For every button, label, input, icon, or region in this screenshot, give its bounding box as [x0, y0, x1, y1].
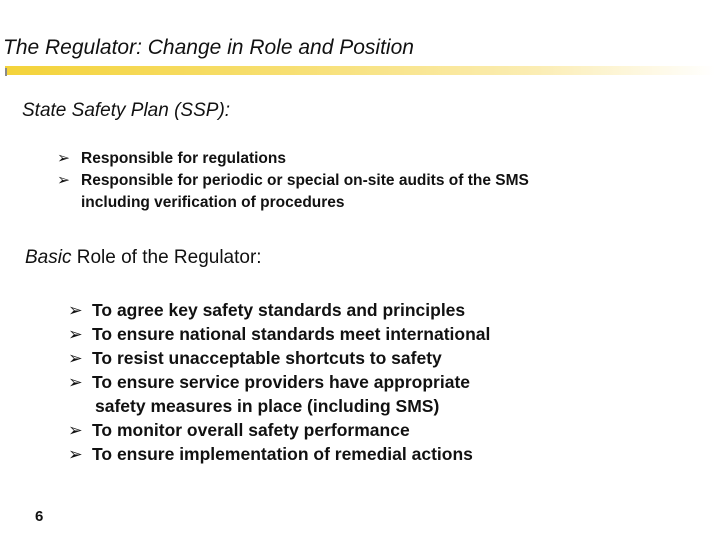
- bullet-text: To monitor overall safety performance: [92, 420, 410, 440]
- list-item: [68, 418, 490, 442]
- bullet-text: To ensure implementation of remedial actions: [92, 444, 473, 464]
- list-item: [68, 298, 490, 322]
- list-item: [57, 170, 529, 214]
- title-tick-mark: [5, 68, 7, 76]
- arrow-bullet-icon: ➢: [68, 420, 83, 440]
- basic-role-heading: [25, 247, 262, 269]
- arrow-bullet-icon: ➢: [68, 324, 83, 344]
- bullet-text: Responsible for regulations: [81, 150, 286, 167]
- bullet-text: Responsible for periodic or special on-site audits of the SMS: [81, 172, 529, 189]
- bullet-text-continuation: including verification of procedures: [81, 194, 345, 211]
- basic-role-bullet-list: [68, 298, 490, 466]
- arrow-bullet-icon: ➢: [57, 172, 70, 189]
- bullet-text: To ensure service providers have appropriate: [92, 372, 471, 392]
- ssp-heading: State Safety Plan (SSP):: [22, 100, 231, 121]
- list-item: [57, 148, 529, 170]
- bullet-text-continuation: safety measures in place (including SMS): [95, 396, 440, 416]
- bullet-text: To resist unacceptable shortcuts to safety: [92, 348, 442, 368]
- basic-role-heading-emphasis: Basic: [25, 247, 72, 268]
- slide-title: The Regulator: Change in Role and Position: [3, 36, 414, 59]
- list-item: [68, 370, 490, 418]
- ssp-bullet-list: [57, 148, 529, 214]
- arrow-bullet-icon: ➢: [57, 150, 70, 167]
- list-item: [68, 346, 490, 370]
- arrow-bullet-icon: ➢: [68, 444, 83, 464]
- arrow-bullet-icon: ➢: [68, 348, 83, 368]
- basic-role-heading-rest: Role of the Regulator:: [71, 247, 262, 268]
- title-underline: [5, 66, 715, 75]
- arrow-bullet-icon: ➢: [68, 300, 83, 320]
- list-item: [68, 442, 490, 466]
- list-item: [68, 322, 490, 346]
- page-number: 6: [35, 508, 44, 525]
- arrow-bullet-icon: ➢: [68, 372, 83, 392]
- bullet-text: To agree key safety standards and principles: [92, 300, 466, 320]
- bullet-text: To ensure national standards meet international: [92, 324, 491, 344]
